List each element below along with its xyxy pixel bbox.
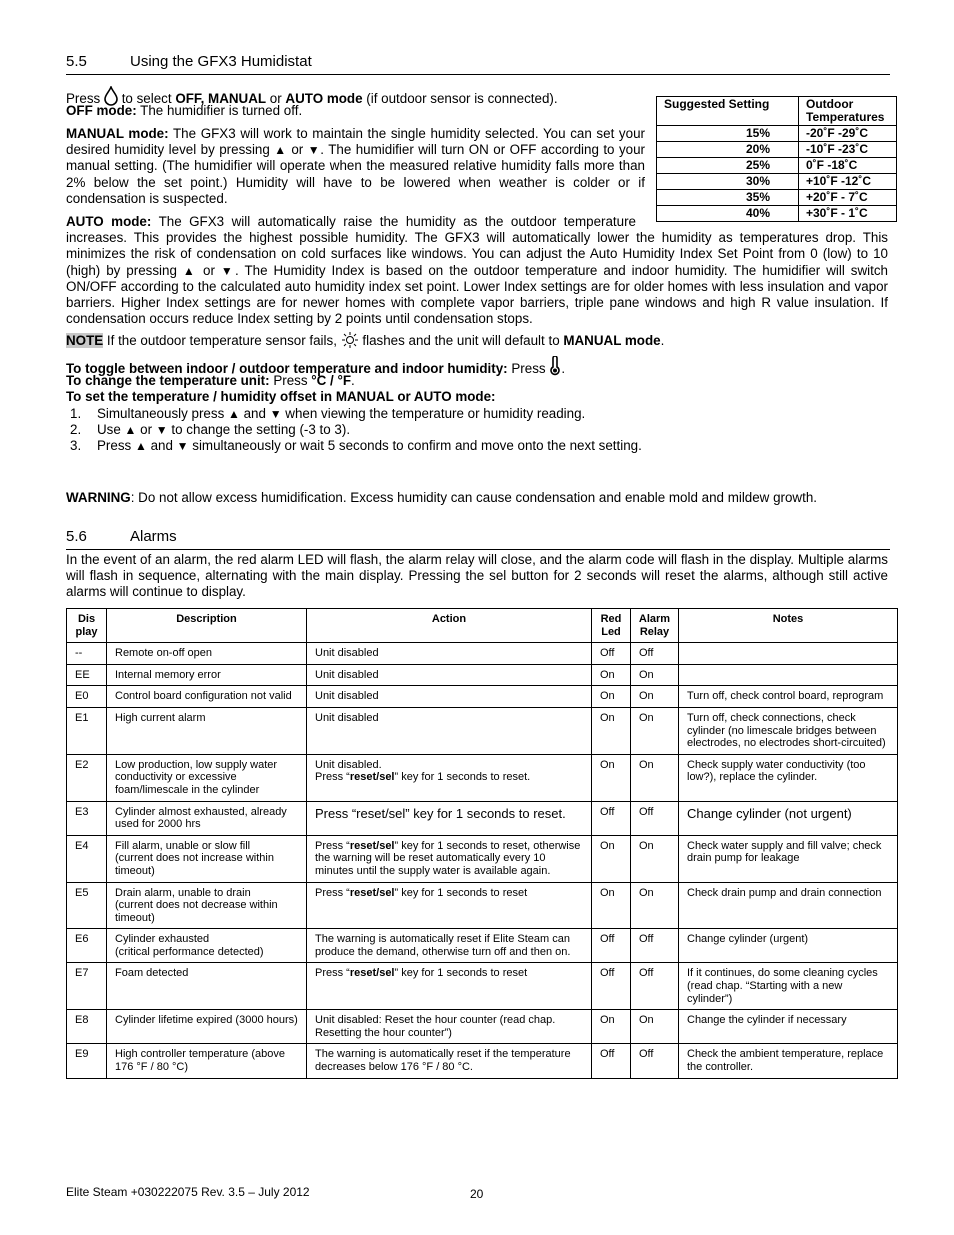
manual-mode-text-2: . The humidifier will turn ON or OFF according to your manual setting. (The humidifier will operate when the measured relative humidity falls more than 2% below the set point.) Humidity will have to be lowered when weather is colder or if condensation is suspected. (66, 142, 645, 206)
change-unit-line (66, 373, 888, 389)
alarm-action-cell (307, 754, 592, 801)
section-5-6-heading (66, 528, 890, 550)
table-row (67, 1010, 898, 1044)
red-led-cell: Off (592, 929, 631, 963)
temperature-cell: +20˚F - 7˚C (799, 190, 897, 206)
table-row (657, 126, 897, 142)
action-text: ” key for 1 seconds to reset. (394, 771, 531, 784)
alarm-description-cell: High controller temperature (above 176 °F / 80 °C) (107, 1044, 307, 1078)
auto-label: AUTO mode (285, 91, 363, 106)
table-row (67, 754, 898, 801)
alarm-action-cell: The warning is automatically reset if Elite Steam can produce the demand, otherwise turn off and then on. (307, 929, 592, 963)
auto-mode-text-1: The GFX3 will automatically raise the humidity as the outdoor temperature increases. This provides the highest possible humidity. The GFX3 will automatically lower the humidity as temperatures drop. This minimizes the risk of condensation on cold surfaces like windows. You can adjust the Auto Humidity Index Set Point from 0 (low) to 10 (high) by pressing (66, 214, 888, 278)
alarm-action-cell: Unit disabled (307, 643, 592, 665)
header-outdoor-temperatures: Outdoor Temperatures (799, 97, 897, 126)
alarm-code-cell: E6 (67, 929, 107, 963)
list-item (70, 422, 350, 438)
action-text: Press “ (315, 967, 350, 980)
if-sensor-text: (if outdoor sensor is connected). (362, 91, 558, 106)
table-row (67, 929, 898, 963)
table-row (657, 158, 897, 174)
alarm-notes-cell: If it continues, do some cleaning cycles (read chap. “Starting with a new cylinder”) (679, 963, 898, 1010)
table-row (67, 882, 898, 929)
action-text: ” key for 1 seconds to reset, otherwise the warning will be reset automatically every 10 minutes until the supply water is available again. (315, 839, 581, 877)
alarm-relay-cell: Off (631, 929, 679, 963)
alarm-notes-cell: Change cylinder (urgent) (679, 929, 898, 963)
alarm-relay-cell: On (631, 664, 679, 686)
action-text: Press “ (315, 839, 350, 852)
header-red-led: Red Led (592, 609, 631, 643)
down-arrow-icon: ▼ (155, 423, 168, 437)
alarm-action-cell: Press “reset/sel” key for 1 seconds to reset. (307, 801, 592, 835)
setting-cell: 30% (657, 174, 799, 190)
list-item (70, 438, 642, 454)
alarm-description-cell: Cylinder exhausted (critical performance detected) (107, 929, 307, 963)
alarm-description-cell: Control board configuration not valid (107, 686, 307, 708)
alarm-relay-cell: Off (631, 963, 679, 1010)
to-select-text: to select (121, 91, 172, 106)
alarm-description-cell: Foam detected (107, 963, 307, 1010)
auto-mode-label: AUTO mode: (66, 214, 152, 229)
up-arrow-icon: ▲ (134, 439, 147, 453)
alarm-action-cell (307, 835, 592, 882)
footer-document-id: Elite Steam +030222075 Rev. 3.5 – July 2012 (66, 1185, 310, 1199)
step-text: Use (97, 422, 125, 437)
temperature-table (656, 96, 897, 222)
alarm-action-cell: Unit disabled (307, 664, 592, 686)
alarm-code-cell: -- (67, 643, 107, 665)
up-arrow-icon: ▲ (274, 143, 287, 158)
alarm-notes-cell (679, 643, 898, 665)
alarm-relay-cell: On (631, 707, 679, 754)
action-text: ” key for 1 seconds to reset (394, 886, 528, 899)
table-spacer (636, 214, 888, 228)
step-number: 1. (70, 406, 82, 421)
section-number: 5.6 (66, 528, 87, 545)
reset-sel-key: reset/sel (349, 839, 395, 852)
alarm-code-cell: E9 (67, 1044, 107, 1078)
step-number: 3. (70, 438, 82, 453)
action-text: Unit disabled. Press “ (315, 758, 382, 784)
auto-mode-paragraph (66, 214, 888, 327)
red-led-cell: On (592, 754, 631, 801)
alarm-notes-cell: Turn off, check control board, reprogram (679, 686, 898, 708)
down-arrow-icon: ▼ (176, 439, 189, 453)
alarm-notes-cell: Change the cylinder if necessary (679, 1010, 898, 1044)
header-action: Action (307, 609, 592, 643)
alarm-description-cell: High current alarm (107, 707, 307, 754)
step-text: to change the setting (-3 to 3). (167, 422, 351, 437)
warning-text: : Do not allow excess humidification. Excess humidity can cause condensation and enable mold and mildew growth. (130, 490, 817, 505)
alarm-notes-cell (679, 664, 898, 686)
note-end: . (660, 333, 665, 348)
red-led-cell: Off (592, 1044, 631, 1078)
manual-label: MANUAL (208, 91, 267, 106)
alarm-description-cell: Low production, low supply water conductivity or excessive foam/limescale in the cylinder (107, 754, 307, 801)
note-line (66, 332, 888, 349)
toggle-label: To toggle between indoor / outdoor temperature and indoor humidity: (66, 361, 508, 376)
table-row (67, 707, 898, 754)
alarm-action-cell: The warning is automatically reset if the temperature decreases below 176 °F / 80 °C. (307, 1044, 592, 1078)
alarm-code-cell: E1 (67, 707, 107, 754)
temperature-cell: -10˚F -23˚C (799, 142, 897, 158)
table-row (67, 835, 898, 882)
reset-sel-key: reset/sel (349, 771, 395, 784)
note-text-2: flashes and the unit will default to (362, 333, 564, 348)
note-text-1: If the outdoor temperature sensor fails, (103, 333, 341, 348)
step-text: Simultaneously press (97, 406, 228, 421)
alarms-intro: In the event of an alarm, the red alarm LED will flash, the alarm relay will close, and the alarm code will flash in the display. Multiple alarms will flash in sequence, alternating with the main display. Pressing the sel button for 2 seconds will reset the alarms, although still active alarms will continue to display. (66, 552, 888, 600)
alarm-relay-cell: On (631, 754, 679, 801)
header-suggested-setting: Suggested Setting (657, 97, 799, 126)
alarm-description-cell: Cylinder lifetime expired (3000 hours) (107, 1010, 307, 1044)
or-text: or (266, 91, 286, 106)
table-row (657, 190, 897, 206)
header-description: Description (107, 609, 307, 643)
alarm-notes-cell: Check the ambient temperature, replace the controller. (679, 1044, 898, 1078)
toggle-end: . (561, 361, 566, 376)
temperature-cell: 0˚F -18˚C (799, 158, 897, 174)
alarm-description-cell: Remote on-off open (107, 643, 307, 665)
step-number: 2. (70, 422, 82, 437)
red-led-cell: On (592, 686, 631, 708)
section-title: Using the GFX3 Humidistat (130, 53, 312, 70)
down-arrow-icon: ▼ (307, 143, 321, 158)
action-text: Press “ (315, 886, 350, 899)
alarm-relay-cell: On (631, 1010, 679, 1044)
setting-cell: 15% (657, 126, 799, 142)
step-text: when viewing the temperature or humidity reading. (281, 406, 586, 421)
red-led-cell: On (592, 1010, 631, 1044)
manual-mode-label: MANUAL mode: (66, 126, 169, 141)
list-item (70, 406, 585, 422)
alarm-action-cell: Unit disabled (307, 707, 592, 754)
red-led-cell: On (592, 882, 631, 929)
down-arrow-icon: ▼ (220, 263, 235, 278)
alarm-relay-cell: On (631, 835, 679, 882)
section-number: 5.5 (66, 53, 87, 70)
reset-sel-key: reset/sel (349, 886, 395, 899)
step-text: or (136, 422, 156, 437)
warning-line (66, 490, 888, 506)
change-unit-value: °C / °F (311, 373, 352, 388)
alarm-notes-cell: Check drain pump and drain connection (679, 882, 898, 929)
up-arrow-icon: ▲ (182, 263, 198, 278)
toggle-press: Press (507, 361, 550, 376)
alarms-table (66, 608, 898, 1079)
step-text: and (146, 438, 177, 453)
temperature-cell: +30˚F - 1˚C (799, 206, 897, 222)
alarm-notes-cell: Turn off, check connections, check cylinder (no limescale bridges between electrodes, no electrodes short-circuited) (679, 707, 898, 754)
table-row (657, 142, 897, 158)
alarm-relay-cell: On (631, 686, 679, 708)
or-text: or (286, 142, 308, 158)
alarm-action-cell (307, 963, 592, 1010)
alarm-code-cell: E2 (67, 754, 107, 801)
note-label: NOTE (66, 333, 104, 348)
page-number: 20 (470, 1187, 484, 1201)
temperature-cell: -20˚F -29˚C (799, 126, 897, 142)
alarm-description-cell: Internal memory error (107, 664, 307, 686)
table-row (67, 643, 898, 665)
alarm-code-cell: E7 (67, 963, 107, 1010)
table-row (67, 1044, 898, 1078)
table-row (67, 963, 898, 1010)
off-mode-line (66, 103, 646, 119)
section-title: Alarms (130, 528, 177, 545)
alarm-code-cell: E0 (67, 686, 107, 708)
table-row (657, 174, 897, 190)
up-arrow-icon: ▲ (228, 407, 240, 421)
setting-cell: 20% (657, 142, 799, 158)
reset-sel-key: reset/sel (349, 967, 395, 980)
alarm-action-cell (307, 882, 592, 929)
manual-mode-text-1: The GFX3 will work to maintain the single humidity selected. You can set your desired humidity level by pressing (66, 126, 645, 158)
red-led-cell: Off (592, 963, 631, 1010)
up-arrow-icon: ▲ (124, 423, 137, 437)
temperature-cell: +10˚F -12˚C (799, 174, 897, 190)
step-text: simultaneously or wait 5 seconds to confirm and move onto the next setting. (188, 438, 642, 453)
header-display: Dis play (67, 609, 107, 643)
change-unit-end: . (351, 373, 355, 388)
alarm-description-cell: Drain alarm, unable to drain (current does not decrease within timeout) (107, 882, 307, 929)
alarm-relay-cell: On (631, 882, 679, 929)
header-alarm-relay: Alarm Relay (631, 609, 679, 643)
note-manual-mode: MANUAL mode (563, 333, 661, 348)
table-row (67, 801, 898, 835)
alarm-code-cell: E3 (67, 801, 107, 835)
table-row (67, 686, 898, 708)
off-label: OFF, (175, 91, 209, 106)
setting-cell: 25% (657, 158, 799, 174)
table-row (67, 664, 898, 686)
off-mode-text: The humidifier is turned off. (136, 103, 303, 118)
action-text: ” key for 1 seconds to reset (394, 967, 528, 980)
red-led-cell: Off (592, 643, 631, 665)
alarm-relay-cell: Off (631, 801, 679, 835)
alarm-relay-cell: Off (631, 1044, 679, 1078)
change-unit-label: To change the temperature unit: (66, 373, 270, 388)
change-unit-text: Press (269, 373, 312, 388)
red-led-cell: Off (592, 801, 631, 835)
down-arrow-icon: ▼ (269, 407, 282, 421)
red-led-cell: On (592, 707, 631, 754)
alarm-description-cell: Cylinder almost exhausted, already used for 2000 hrs (107, 801, 307, 835)
alarm-action-cell: Unit disabled: Reset the hour counter (read chap. Resetting the hour counter”) (307, 1010, 592, 1044)
setting-cell: 40% (657, 206, 799, 222)
alarm-relay-cell: Off (631, 643, 679, 665)
alarm-code-cell: EE (67, 664, 107, 686)
manual-mode-paragraph (66, 126, 645, 207)
or-text: or (197, 262, 221, 278)
alarms-table-header (67, 609, 898, 643)
setting-cell: 35% (657, 190, 799, 206)
alarm-notes-cell: Change cylinder (not urgent) (679, 801, 898, 835)
step-text: Press (97, 438, 135, 453)
red-led-cell: On (592, 664, 631, 686)
press-text: Press (66, 91, 101, 106)
red-led-cell: On (592, 835, 631, 882)
warning-label: WARNING (66, 490, 131, 505)
alarm-code-cell: E8 (67, 1010, 107, 1044)
alarm-notes-cell: Check water supply and fill valve; check drain pump for leakage (679, 835, 898, 882)
temperature-table-header (657, 97, 897, 126)
offset-label: To set the temperature / humidity offset in MANUAL or AUTO mode: (66, 389, 496, 404)
alarm-notes-cell: Check supply water conductivity (too low?), replace the cylinder. (679, 754, 898, 801)
alarm-action-cell: Unit disabled (307, 686, 592, 708)
header-notes: Notes (679, 609, 898, 643)
alarm-code-cell: E5 (67, 882, 107, 929)
alarm-description-cell: Fill alarm, unable or slow fill (current does not increase within timeout) (107, 835, 307, 882)
alarm-code-cell: E4 (67, 835, 107, 882)
sun-icon (341, 332, 359, 348)
step-text: and (239, 406, 270, 421)
offset-heading (66, 389, 888, 405)
section-5-5-heading (66, 53, 890, 75)
off-mode-label: OFF mode: (66, 103, 137, 118)
auto-mode-text-2: . The Humidity Index is based on the outdoor temperature and indoor humidity. The humidifier will switch ON/OFF according to the calculated auto humidity index set point. Lower Index settings are for older homes with less insulation and vapor barriers. Higher Index settings are for newer homes with complete vapor barriers, triple pane windows and high R value insulation. If condensation occurs reduce Index setting by 2 points until condensation stops. (66, 262, 888, 327)
